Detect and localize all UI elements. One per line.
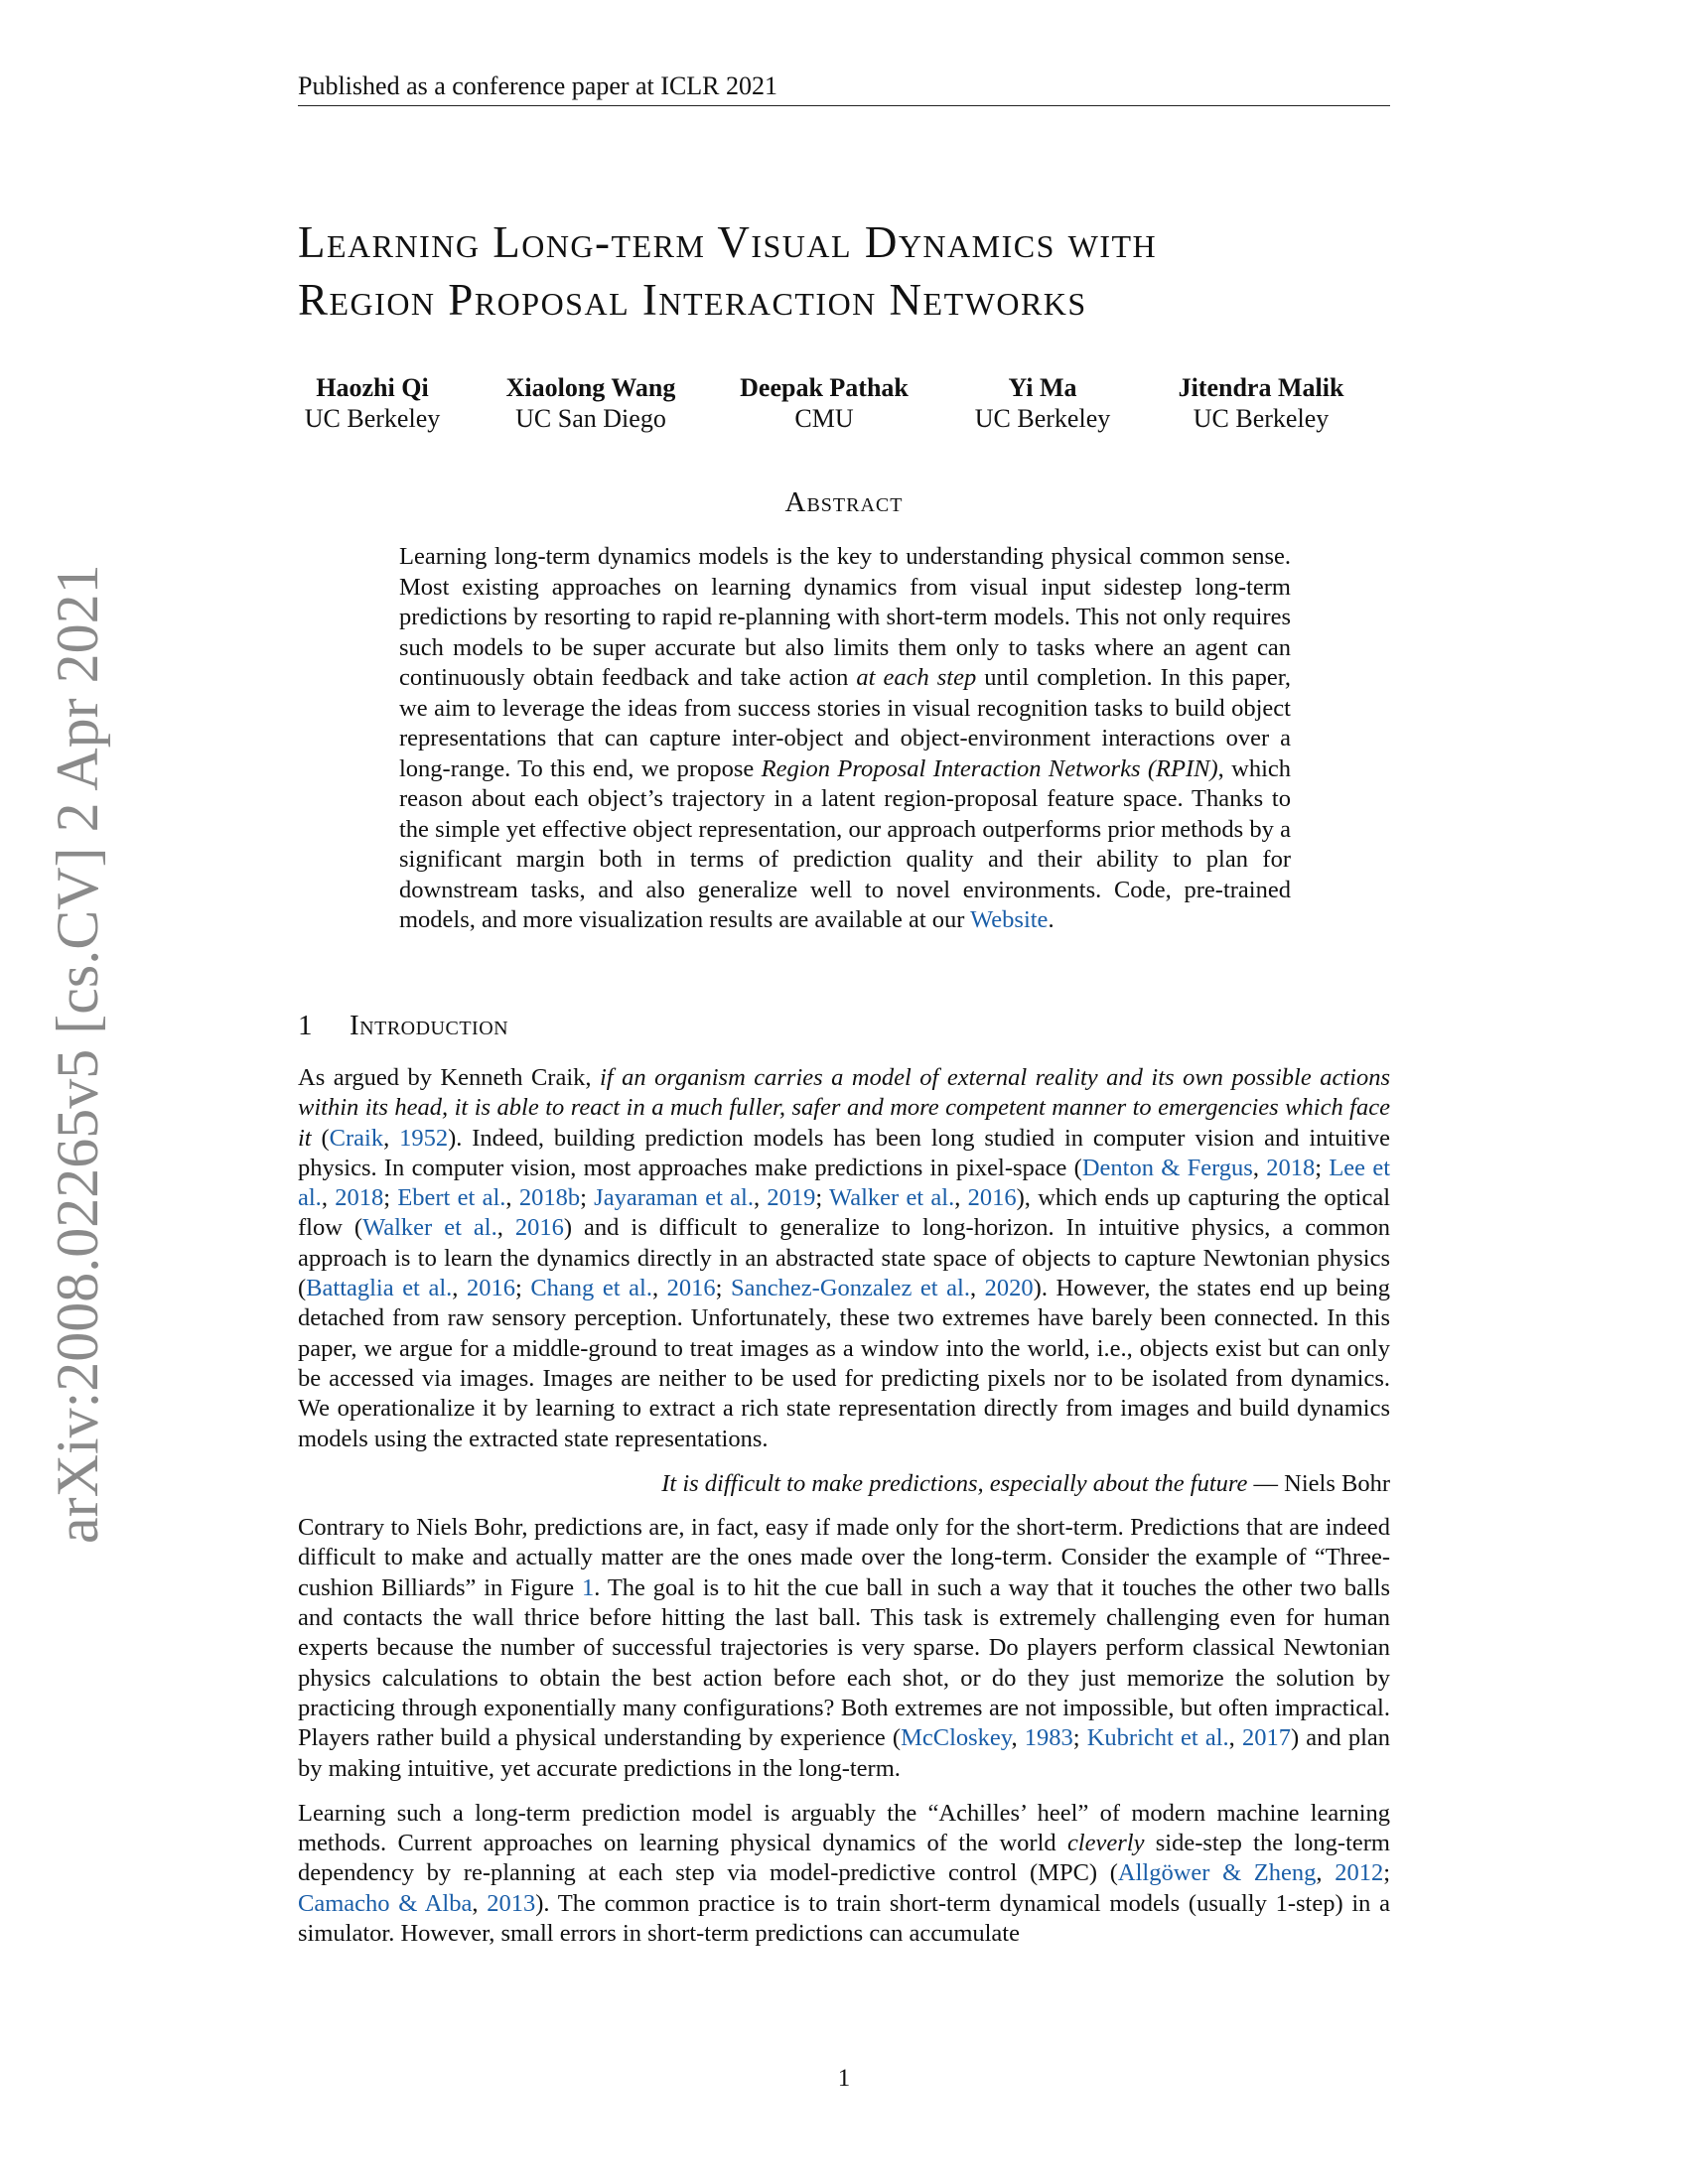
citation-link[interactable]: 2016 (967, 1184, 1017, 1212)
citation-link[interactable]: Kubricht et al. (1086, 1724, 1229, 1752)
body-text (298, 1063, 1390, 1964)
citation-link[interactable]: 2018 (335, 1184, 384, 1212)
epigraph-quote: It is difficult to make predictions, especially about the future — Niels Bohr (661, 1469, 1390, 1497)
citation-link[interactable]: 2019 (767, 1184, 816, 1212)
author-affiliation: UC Berkeley (974, 404, 1111, 433)
section-number: 1 (298, 1010, 313, 1041)
title-line-1: Learning Long-term Visual Dynamics with (298, 217, 1158, 267)
author-name: Xiaolong Wang (505, 373, 676, 402)
citation-link[interactable]: Sanchez-Gonzalez et al. (731, 1275, 970, 1302)
citation-link[interactable]: 2017 (1241, 1724, 1291, 1752)
author-block (298, 372, 447, 434)
header-divider (298, 105, 1390, 106)
citation-link[interactable]: Walker et al. (829, 1184, 955, 1212)
paragraph: Learning such a long-term prediction model is arguably the “Achilles’ heel” of modern machine learning methods. Current approaches on learning physical dynamics of the world cleverly side-step the long-term dependency by re-planning at each step via model-predictive control (MPC) (Allgöwer & Zheng, 2012; Camacho & Alba, 2013). The common practice is to train short-term dynamical models (usually 1-step) in a simulator. However, small errors in short-term predictions can accumulate (298, 1799, 1391, 1948)
citation-link[interactable]: Camacho & Alba (298, 1889, 473, 1917)
author-affiliation: UC Berkeley (1193, 404, 1330, 433)
citation-link[interactable]: Jayaraman et al. (594, 1184, 754, 1212)
citation-link[interactable]: 2018 (1266, 1154, 1316, 1181)
page-number: 1 (837, 2065, 851, 2092)
citation-link[interactable]: Battaglia et al. (306, 1275, 453, 1302)
citation-link[interactable]: Allgöwer & Zheng (1117, 1859, 1317, 1887)
paragraph: As argued by Kenneth Craik, if an organism carries a model of external reality and its own possible actions within its head, it is able to react in a much fuller, safer and more competent manner to emergencies which face it (Craik, 1952). Indeed, building prediction models has been long studied in computer vision and intuitive physics. In computer vision, most approaches make predictions in pixel-space (Denton & Fergus, 2018; Lee et al., 2018; Ebert et al., 2018b; Jayaraman et al., 2019; Walker et al., 2016), which ends up capturing the optical flow (Walker et al., 2016) and is difficult to generalize to long-horizon. In intuitive physics, a common approach is to learn the dynamics directly in an abstracted state space of objects to capture Newtonian physics (Battaglia et al., 2016; Chang et al., 2016; Sanchez-Gonzalez et al., 2020). However, the states end up being detached from raw sensory perception. Unfortunately, these two extremes have barely been connected. In this paper, we argue for a middle-ground to treat images as a window into the world, i.e., objects exist but can only be accessed via images. Images are neither to be used for predicting pixels nor to be isolated from dynamics. We operationalize it by learning to extract a rich state representation directly from images and build dynamics models using the extracted state representations. (298, 1064, 1391, 1452)
citation-link[interactable]: 2018b (518, 1184, 581, 1212)
citation-link[interactable]: 2012 (1335, 1859, 1384, 1887)
abstract-emphasis: at each step (856, 664, 977, 691)
citation-link[interactable]: Denton & Fergus (1081, 1154, 1253, 1181)
abstract-emphasis: Region Proposal Interaction Networks (RPIN) (761, 754, 1218, 782)
figure-reference-link[interactable]: 1 (582, 1573, 595, 1601)
citation-link[interactable]: 2016 (466, 1275, 515, 1302)
citation-link[interactable]: Craik (329, 1124, 384, 1152)
author-name: Yi Ma (1008, 373, 1077, 402)
author-name: Haozhi Qi (316, 373, 429, 402)
author-name: Deepak Pathak (740, 373, 909, 402)
citation-link[interactable]: 2013 (487, 1889, 536, 1917)
arxiv-identifier-stamp: arXiv:2008.02265v5 [cs.CV] 2 Apr 2021 (45, 564, 110, 1544)
citation-link[interactable]: 1983 (1024, 1724, 1073, 1752)
author-affiliation: CMU (794, 404, 854, 433)
author-block (487, 372, 695, 434)
author-block (953, 372, 1132, 434)
citation-link[interactable]: Walker et al. (362, 1214, 497, 1242)
citation-link[interactable]: Lee et al. (298, 1154, 1390, 1212)
citation-link[interactable]: McCloskey (901, 1724, 1012, 1752)
abstract-heading: Abstract (784, 486, 904, 518)
citation-link[interactable]: 1952 (399, 1124, 449, 1152)
author-block (725, 372, 923, 434)
paragraph: Contrary to Niels Bohr, predictions are, in fact, easy if made only for the short-term. Predictions that are indeed difficult to make and actually matter are the ones made over the long-term. Consider the example of “Three-cushion Billiards” in Figure 1. The goal is to hit the cue ball in such a way that it touches the other two balls and contacts the wall thrice before hitting the last ball. This task is extremely challenging even for human experts because the number of successful trajectories is very sparse. Do players perform classical Newtonian physics calculations to obtain the best action before each shot, or do they just memorize the solution by practicing through exponentially many configurations? Both extremes are not impossible, but often impractical. Players rather build a physical understanding by experience (McCloskey, 1983; Kubricht et al., 2017) and plan by making intuitive, yet accurate predictions in the long-term. (298, 1514, 1390, 1782)
section-title: Introduction (350, 1010, 509, 1041)
author-block (1162, 372, 1360, 434)
conference-header: Published as a conference paper at ICLR 2021 (298, 71, 778, 100)
citation-link[interactable]: Chang et al. (530, 1275, 652, 1302)
section-heading (298, 1010, 508, 1042)
website-link[interactable]: Website (970, 906, 1049, 933)
title-line-2: Region Proposal Interaction Networks (298, 275, 1087, 325)
author-affiliation: UC San Diego (515, 404, 666, 433)
citation-link[interactable]: 2020 (984, 1275, 1034, 1302)
citation-link[interactable]: 2016 (666, 1275, 716, 1302)
citation-link[interactable]: Ebert et al. (397, 1184, 506, 1212)
abstract-body: Learning long-term dynamics models is the key to understanding physical common sense. Most existing approaches on learning dynamics from visual input sidestep long-term predictions by resorting to rapid re-planning with short-term models. This not only requires such models to be super accurate but also limits them only to tasks where an agent can continuously obtain feedback and take action at each step until completion. In this paper, we aim to leverage the ideas from success stories in visual recognition tasks to build object representations that can capture inter-object and object-environment interactions over a long-range. To this end, we propose Region Proposal Interaction Networks (RPIN), which reason about each object’s trajectory in a latent region-proposal feature space. Thanks to the simple yet effective object representation, our approach outperforms prior methods by a significant margin both in terms of prediction quality and their ability to plan for downstream tasks, and also generalize well to novel environments. Code, pre-trained models, and more visualization results are available at our Website. (399, 543, 1292, 933)
author-name: Jitendra Malik (1178, 373, 1344, 402)
author-affiliation: UC Berkeley (304, 404, 441, 433)
paper-title (298, 213, 1390, 329)
citation-link[interactable]: 2016 (514, 1214, 564, 1242)
